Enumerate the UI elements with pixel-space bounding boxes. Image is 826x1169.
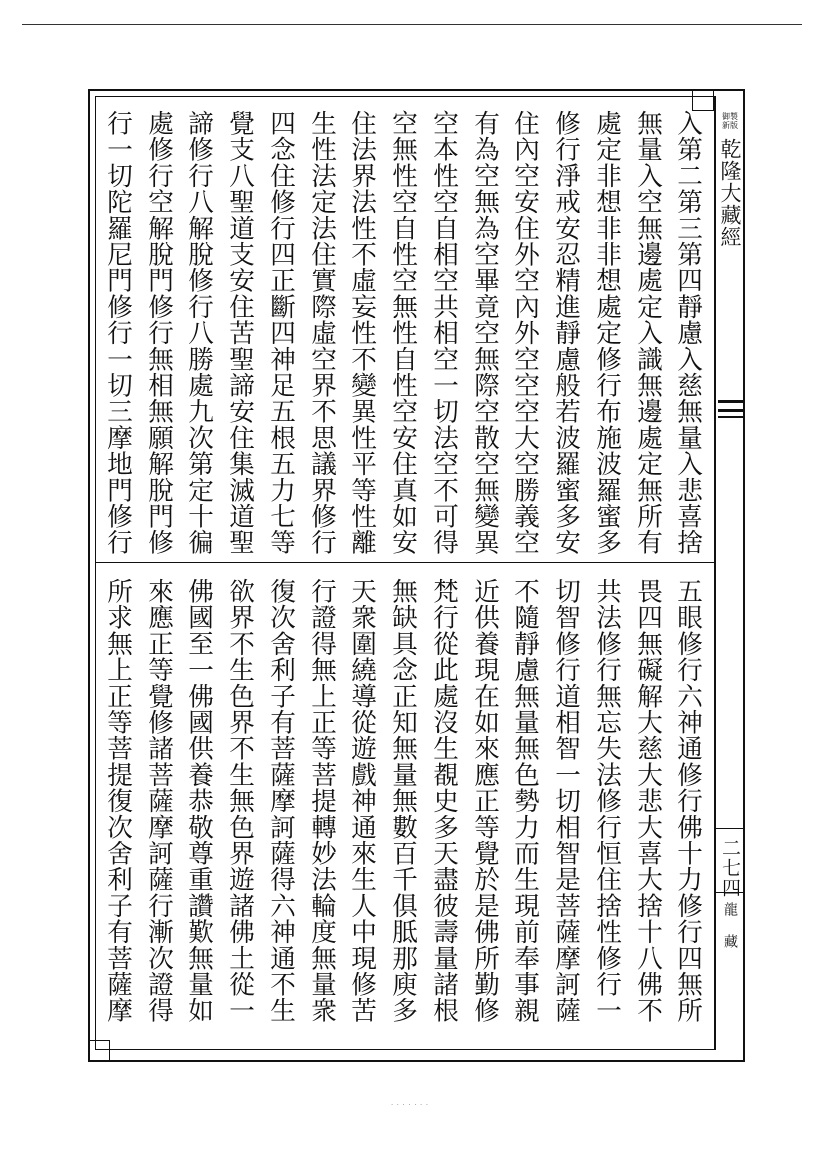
text-column: 修行淨戒安忍精進靜慮般若波羅蜜多安 xyxy=(551,110,581,556)
text-column: 梵行從此處沒生覩史多天盡彼壽量諸根 xyxy=(429,578,459,1024)
text-column: 空本性空自相空共相空一切法空不可得 xyxy=(429,110,459,556)
text-column: 所求無上正等菩提復次舍利子有菩薩摩 xyxy=(103,578,133,1024)
text-column: 行一切陀羅尼門修行一切三摩地門修行 xyxy=(103,110,133,556)
text-column: 復次舍利子有菩薩摩訶薩得六神通不生 xyxy=(266,578,296,1024)
edition-mark xyxy=(718,112,742,130)
text-column: 生性法定法住實際虛空界不思議界修行 xyxy=(307,110,337,556)
sutra-title: 乾隆大藏經 xyxy=(718,138,742,248)
text-column: 五眼修行六神通修行佛十力修行四無所 xyxy=(673,578,703,1024)
edition-mark-line: 御製 xyxy=(722,112,738,121)
text-column: 不隨靜慮無量無色勢力而生現前奉事親 xyxy=(510,578,540,1024)
margin-divider xyxy=(715,96,716,1050)
fishtail-mark xyxy=(718,400,744,412)
text-column: 佛國至一佛國供養恭敬尊重讚歎無量如 xyxy=(184,578,214,1024)
text-column: 處定非想非非想處定修行布施波羅蜜多 xyxy=(592,110,622,556)
middle-divider xyxy=(95,562,715,563)
text-column: 住法界法性不虛妄性不變異性平等性離 xyxy=(347,110,377,556)
text-column: 有為空無為空畢竟空無際空散空無變異 xyxy=(470,110,500,556)
margin-separator xyxy=(716,828,745,829)
text-column: 共法修行無忘失法修行恒住捨性修行一 xyxy=(592,578,622,1024)
text-column: 覺支八聖道支安住苦聖諦安住集滅道聖 xyxy=(225,110,255,556)
text-column: 入第二第三第四靜慮入慈無量入悲喜捨 xyxy=(673,110,703,556)
text-column: 畏四無礙解大慈大悲大喜大捨十八佛不 xyxy=(633,578,663,1024)
text-column: 諦修行八解脫修行八勝處九次第定十徧 xyxy=(184,110,214,556)
corner-ornament-bottom-left xyxy=(88,1040,110,1062)
page-number: 二七四 xyxy=(719,838,741,898)
text-column: 無缺具念正知無量無數百千俱胝那庾多 xyxy=(388,578,418,1024)
top-rule xyxy=(22,24,802,25)
fishtail-mark-lower xyxy=(718,412,744,418)
text-column: 住內空安住外空內外空空空大空勝義空 xyxy=(510,110,540,556)
text-column: 行證得無上正等菩提轉妙法輪度無量衆 xyxy=(307,578,337,1024)
corner-ornament-top-left xyxy=(88,89,110,111)
text-column: 四念住修行四正斷四神足五根五力七等 xyxy=(266,110,296,556)
publisher-mark: 龍藏 xyxy=(722,902,738,966)
edition-mark-line: 新版 xyxy=(722,121,738,130)
text-column: 近供養現在如來應正等覺於是佛所勤修 xyxy=(470,578,500,1024)
footer-note: · · · · · · · xyxy=(391,1102,429,1109)
text-column: 天衆圍繞導從遊戲神通來生人中現修苦 xyxy=(347,578,377,1024)
text-column: 欲界不生色界不生無色界遊諸佛土從一 xyxy=(225,578,255,1024)
text-column: 來應正等覺修諸菩薩摩訶薩行漸次證得 xyxy=(144,578,174,1024)
text-column: 無量入空無邊處定入識無邊處定無所有 xyxy=(633,110,663,556)
text-column: 切智修行道相智一切相智是菩薩摩訶薩 xyxy=(551,578,581,1024)
corner-ornament-top-right xyxy=(692,89,714,111)
text-column: 處修行空解脫門修行無相無願解脫門修 xyxy=(144,110,174,556)
text-column: 空無性空自性空無性自性空安住真如安 xyxy=(388,110,418,556)
